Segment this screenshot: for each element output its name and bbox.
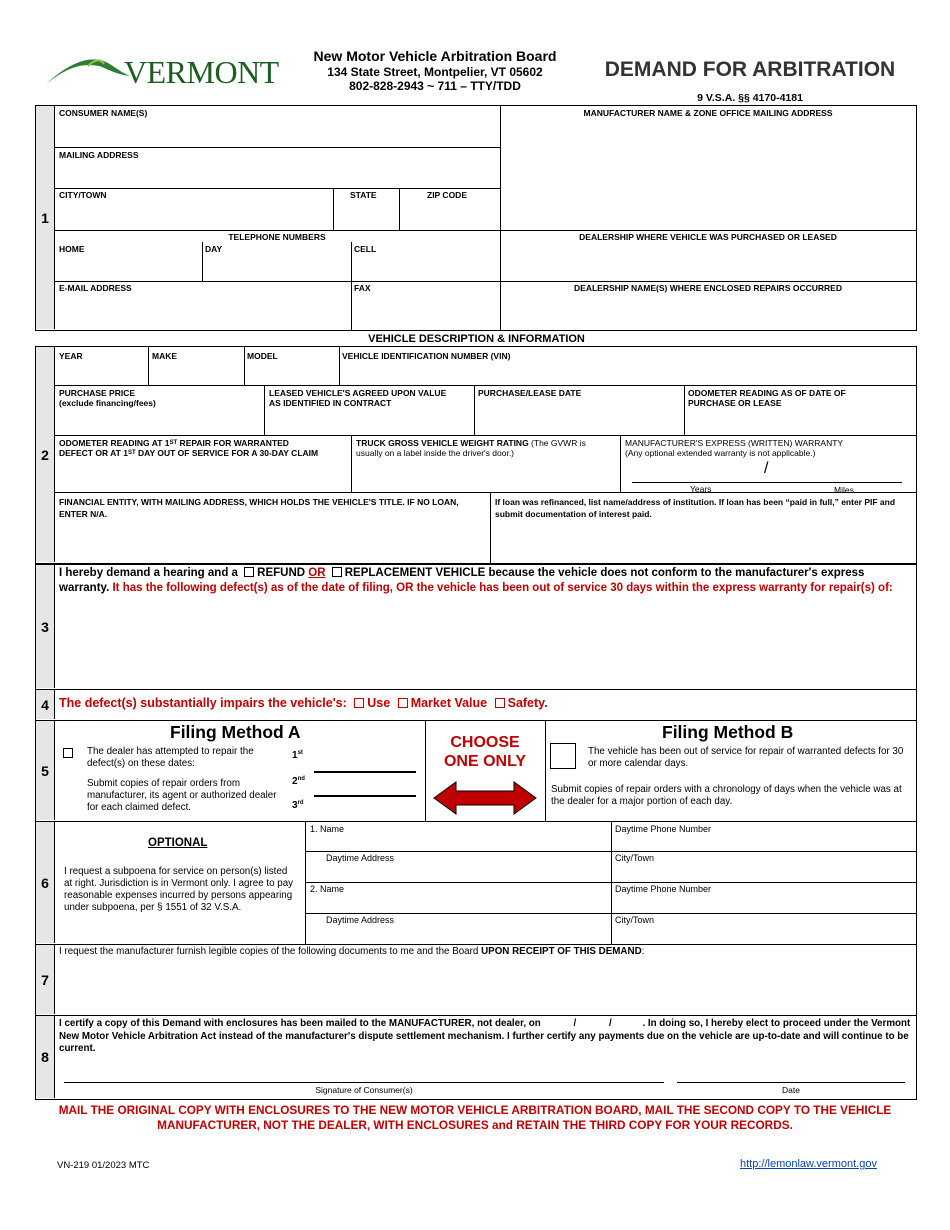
section-number: 3 <box>36 565 55 688</box>
consumer-name-field[interactable]: CONSUMER NAME(S) <box>59 108 148 118</box>
section-number: 8 <box>36 1016 55 1098</box>
method-b-submit: Submit copies of repair orders with a chronology of days when the vehicle was at the dealer for a major portion of each day. <box>551 784 902 807</box>
logo-text: VERMONT <box>124 54 279 90</box>
home-phone-field[interactable]: HOME <box>59 244 85 254</box>
day-phone-field[interactable]: DAY <box>205 244 223 254</box>
double-arrow-icon <box>432 780 538 816</box>
market-value-checkbox[interactable] <box>398 698 408 708</box>
date-slash-2: / <box>608 1018 612 1029</box>
witness1-city-field[interactable]: City/Town <box>615 853 655 863</box>
witness1-address-field[interactable]: Daytime Address <box>326 853 395 863</box>
filing-method-a-title: Filing Method A <box>170 722 301 742</box>
second-date-line[interactable] <box>314 795 416 797</box>
statute: 9 V.S.A. §§ 4170-4181 <box>697 92 803 104</box>
date-slash-1: / <box>573 1018 577 1029</box>
gvwr-field[interactable]: TRUCK GROSS VEHICLE WEIGHT RATING (The GVWR is usually on a label inside the driver's door.) <box>356 438 586 458</box>
city-town-field[interactable]: CITY/TOWN <box>59 190 107 200</box>
second-date-label: 2nd <box>292 776 305 787</box>
date-line[interactable] <box>677 1082 905 1083</box>
signature-label: Signature of Consumer(s) <box>315 1085 413 1095</box>
fax-field[interactable]: FAX <box>354 283 371 293</box>
vin-field[interactable]: VEHICLE IDENTIFICATION NUMBER (VIN) <box>342 351 511 361</box>
form-id: VN-219 01/2023 MTC <box>57 1160 150 1171</box>
section-1 <box>35 105 917 331</box>
year-field[interactable]: YEAR <box>59 351 83 361</box>
section-number: 2 <box>36 347 55 562</box>
section-number: 6 <box>36 822 55 943</box>
cell-phone-field[interactable]: CELL <box>354 244 377 254</box>
make-field[interactable]: MAKE <box>152 351 178 361</box>
one-only-label: ONE ONLY <box>443 753 527 770</box>
lemon-law-link[interactable]: http://lemonlaw.vermont.gov <box>740 1158 877 1170</box>
email-field[interactable]: E-MAIL ADDRESS <box>59 283 132 293</box>
safety-checkbox[interactable] <box>495 698 505 708</box>
method-a-checkbox[interactable] <box>63 748 73 758</box>
telephone-numbers-label: TELEPHONE NUMBERS <box>228 232 326 242</box>
optional-label: OPTIONAL <box>148 837 208 849</box>
witness2-city-field[interactable]: City/Town <box>615 915 655 925</box>
financial-entity-field[interactable]: FINANCIAL ENTITY, WITH MAILING ADDRESS, WHICH HOLDS THE VEHICLE'S TITLE. IF NO LOAN, ENTER N/A. <box>59 497 459 519</box>
dealership-purchased-field[interactable]: DEALERSHIP WHERE VEHICLE WAS PURCHASED OR LEASED <box>579 232 837 242</box>
use-checkbox[interactable] <box>354 698 364 708</box>
warranty-miles-label: Miles <box>834 485 854 495</box>
vermont-logo <box>44 52 279 92</box>
refinanced-field[interactable]: If loan was refinanced, list name/address of institution. If loan has been “paid in full,” enter PIF and submit documentation of interest paid. <box>495 497 896 519</box>
model-field[interactable]: MODEL <box>247 351 278 361</box>
method-b-text: The vehicle has been out of service for repair of warranted defects for 30 or more calendar days. <box>588 746 904 769</box>
subpoena-text: I request a subpoena for service on person(s) listed at right. Jurisdiction is in Vermont only. I agree to pay reasonable expenses incurred by persons appearing under subpoena, per § 1551 of 32 V.S.A. <box>64 866 294 913</box>
documents-request[interactable]: I request the manufacturer furnish legible copies of the following documents to me and the Board UPON RECEIPT OF THIS DEMAND: <box>59 946 645 957</box>
replacement-checkbox[interactable] <box>332 567 342 577</box>
date-label: Date <box>782 1085 800 1095</box>
purchase-price-field[interactable]: PURCHASE PRICE (exclude financing/fees) <box>59 388 156 408</box>
warranty-years-label: Years <box>690 484 712 494</box>
purchase-date-field[interactable]: PURCHASE/LEASE DATE <box>478 388 582 398</box>
state-field[interactable]: STATE <box>350 190 377 200</box>
choose-label: CHOOSE <box>450 734 520 751</box>
method-a-text: The dealer has attempted to repair the defect(s) on these dates: <box>87 746 254 769</box>
leased-value-field[interactable]: LEASED VEHICLE'S AGREED UPON VALUE AS IDENTIFIED IN CONTRACT <box>269 388 447 408</box>
section-number: 7 <box>36 945 55 1014</box>
witness1-phone-field[interactable]: Daytime Phone Number <box>615 824 712 834</box>
mailing-address-field[interactable]: MAILING ADDRESS <box>59 150 139 160</box>
witness2-name-field[interactable]: 2. Name <box>310 884 345 894</box>
zip-code-field[interactable]: ZIP CODE <box>427 190 467 200</box>
section-number: 5 <box>36 721 55 820</box>
section-number: 4 <box>36 690 55 719</box>
method-a-submit: Submit copies of repair orders from manufacturer, its agent or authorized dealer for each claimed defect. <box>87 778 277 813</box>
first-date-line[interactable] <box>314 771 416 773</box>
page-title: DEMAND FOR ARBITRATION <box>604 58 896 81</box>
third-date-label: 3rd <box>292 800 304 811</box>
vermont-mountain-icon <box>44 52 134 90</box>
witness2-address-field[interactable]: Daytime Address <box>326 915 395 925</box>
board-name: New Motor Vehicle Arbitration Board <box>313 48 557 64</box>
signature-line[interactable] <box>64 1082 664 1083</box>
certification-text: I certify a copy of this Demand with enclosures has been mailed to the MANUFACTURER, not dealer, on / / . In doing so, I hereby elect to proceed under the Vermont New Motor Vehicle Arbitration Act instead of the manufacturer's dispute settlement mechanism. I further certify any payments due on the vehicle are up-to-date and will continue to be current. <box>59 1018 911 1054</box>
impairment-statement: The defect(s) substantially impairs the vehicle's: Use Market Value Safety. <box>59 696 548 710</box>
refund-checkbox[interactable] <box>244 567 254 577</box>
section-number: 1 <box>36 106 55 329</box>
witness2-phone-field[interactable]: Daytime Phone Number <box>615 884 712 894</box>
filing-method-b-title: Filing Method B <box>662 722 794 742</box>
board-phone: 802-828-2943 ~ 711 – TTY/TDD <box>349 79 521 93</box>
mailing-instructions: MAIL THE ORIGINAL COPY WITH ENCLOSURES TO THE NEW MOTOR VEHICLE ARBITRATION BOARD, MAIL THE SECOND COPY TO THE VEHICLE MANUFACTURER, NOT THE DEALER, WITH ENCLOSURES and RETAIN THE THIRD COPY FOR YOUR RECORDS. <box>58 1103 892 1132</box>
board-address: 134 State Street, Montpelier, VT 05602 <box>327 65 543 79</box>
odometer-purchase-field[interactable]: ODOMETER READING AS OF DATE OF PURCHASE OR LEASE <box>688 388 846 408</box>
dealership-repairs-field[interactable]: DEALERSHIP NAME(S) WHERE ENCLOSED REPAIRS OCCURRED <box>574 283 842 293</box>
witness1-name-field[interactable]: 1. Name <box>310 824 345 834</box>
demand-statement: I hereby demand a hearing and a REFUND OR REPLACEMENT VEHICLE because the vehicle does not conform to the manufacturer's express warranty. It has the following defect(s) as of the date of filing, OR the vehicle has been out of service 30 days within the express warranty for repair(s) of: <box>59 567 893 594</box>
warranty-field[interactable]: MANUFACTURER'S EXPRESS (WRITTEN) WARRANTY (Any optional extended warranty is not applicable.) <box>625 438 844 458</box>
first-date-label: 1st <box>292 750 303 761</box>
vehicle-heading: VEHICLE DESCRIPTION & INFORMATION <box>368 333 585 345</box>
warranty-slash: / <box>764 460 769 477</box>
manufacturer-field[interactable]: MANUFACTURER NAME & ZONE OFFICE MAILING ADDRESS <box>583 108 833 118</box>
method-b-checkbox[interactable] <box>550 743 576 769</box>
odometer-repair-field[interactable]: ODOMETER READING AT 1ST REPAIR FOR WARRANTED DEFECT OR AT 1ST DAY OUT OF SERVICE FOR A 30-DAY CLAIM <box>59 438 319 458</box>
